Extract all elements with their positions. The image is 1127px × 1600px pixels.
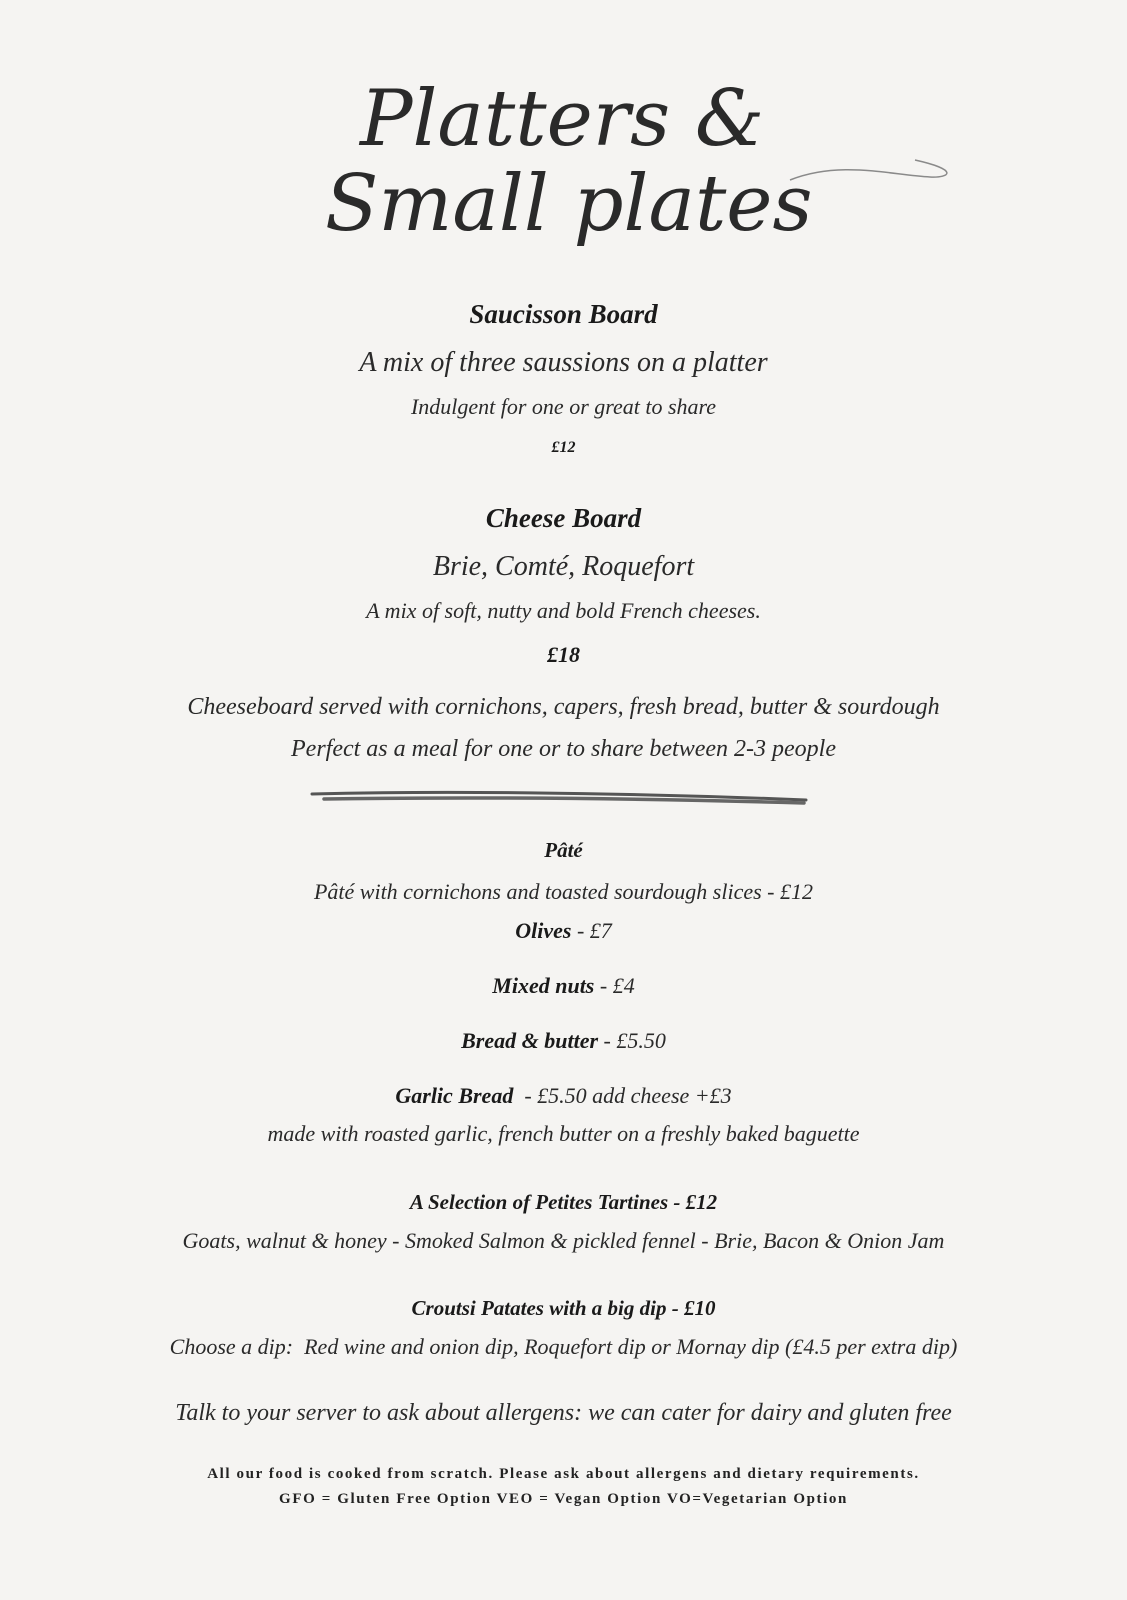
- saucisson-board-subtitle: A mix of three saussions on a platter: [359, 347, 768, 378]
- garlic-bread-line: [0, 1083, 1127, 1109]
- bread-butter-name: Bread & butter: [461, 1028, 599, 1053]
- saucisson-board-price: £12: [551, 439, 576, 456]
- menu-title: [250, 40, 950, 280]
- pate-name: Pâté: [544, 838, 583, 862]
- mixed-nuts-line: [0, 973, 1127, 999]
- bread-butter-price: - £5.50: [598, 1028, 666, 1053]
- saucisson-board-name: Saucisson Board: [469, 299, 658, 329]
- cheese-board-note-2: Perfect as a meal for one or to share between 2-3 people: [291, 736, 836, 762]
- garlic-bread-description: made with roasted garlic, french butter on a freshly baked baguette: [267, 1121, 860, 1146]
- olives-line: [0, 918, 1127, 944]
- footer-line-2: GFO = Gluten Free Option VEO = Vegan Option VO=Vegetarian Option: [279, 1491, 848, 1507]
- brush-divider: [310, 786, 810, 810]
- title-line-2: Small plates: [325, 159, 813, 249]
- cheese-board-name: Cheese Board: [485, 503, 642, 533]
- tartines-name: A Selection of Petites Tartines - £12: [409, 1190, 718, 1214]
- cheese-board-subtitle: Brie, Comté, Roquefort: [432, 551, 695, 582]
- title-script: [250, 40, 950, 280]
- footer-line-1: All our food is cooked from scratch. Please ask about allergens and dietary requirements.: [207, 1466, 920, 1482]
- mixed-nuts-price: - £4: [594, 973, 635, 998]
- tartines-description: Goats, walnut & honey - Smoked Salmon & pickled fennel - Brie, Bacon & Onion Jam: [182, 1228, 945, 1253]
- croutsi-description: Choose a dip: Red wine and onion dip, Roquefort dip or Mornay dip (£4.5 per extra dip): [169, 1334, 958, 1359]
- allergen-note: Talk to your server to ask about allergens: we can cater for dairy and gluten free: [175, 1400, 952, 1426]
- pate-description: Pâté with cornichons and toasted sourdough slices - £12: [313, 879, 814, 904]
- title-flourish: [790, 160, 947, 180]
- bread-butter-line: [0, 1028, 1127, 1054]
- cheese-board-description: A mix of soft, nutty and bold French cheeses.: [366, 598, 761, 623]
- garlic-bread-name: Garlic Bread: [395, 1083, 514, 1108]
- croutsi-name: Croutsi Patates with a big dip - £10: [411, 1296, 716, 1320]
- mixed-nuts-name: Mixed nuts: [492, 973, 595, 998]
- title-line-1: Platters &: [360, 74, 765, 164]
- olives-name: Olives: [515, 918, 572, 943]
- cheese-board-price: £18: [547, 642, 580, 667]
- garlic-bread-price: - £5.50 add cheese +£3: [513, 1083, 732, 1108]
- cheese-board-note-1: Cheeseboard served with cornichons, capers, fresh bread, butter & sourdough: [187, 694, 940, 720]
- saucisson-board-description: Indulgent for one or great to share: [410, 394, 717, 419]
- olives-price: - £7: [571, 918, 612, 943]
